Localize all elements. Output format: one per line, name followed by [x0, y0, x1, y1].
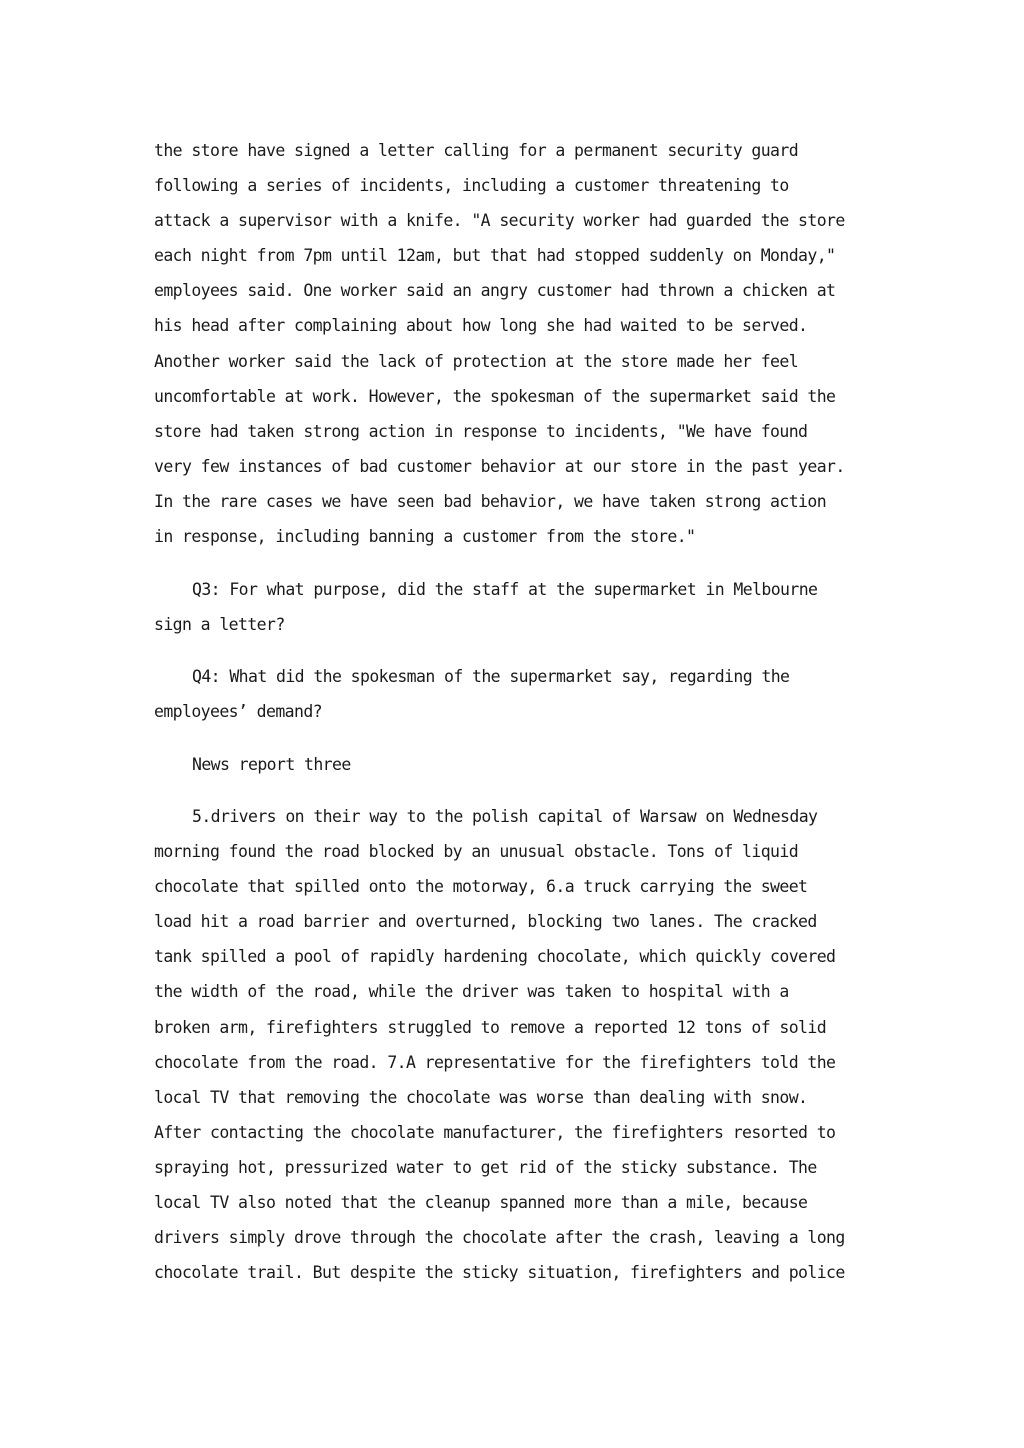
text-line: Another worker said the lack of protection at the store made her feel [154, 351, 799, 371]
question-line: Q3: For what purpose, did the staff at the supermarket in Melbourne [192, 580, 818, 599]
text-line: employees said. One worker said an angry customer had thrown a chicken at [154, 281, 836, 301]
text-line: the store have signed a letter calling for a permanent security guard [154, 141, 799, 160]
text-line: local TV that removing the chocolate was worse than dealing with snow. [154, 1087, 808, 1107]
news-report-two-paragraph [154, 133, 884, 554]
text-line: tank spilled a pool of rapidly hardening chocolate, which quickly covered [154, 947, 836, 967]
text-line: chocolate trail. But despite the sticky situation, firefighters and police [154, 1263, 845, 1283]
text-line: following a series of incidents, including a customer threatening to [154, 176, 789, 196]
question-line: Q4: What did the spokesman of the supermarket say, regarding the [192, 667, 790, 686]
text-line: in response, including banning a customer from the store." [154, 527, 696, 547]
text-line: attack a supervisor with a knife. "A security worker had guarded the store [154, 211, 845, 231]
text-line: the width of the road, while the driver was taken to hospital with a [154, 982, 789, 1002]
text-line: In the rare cases we have seen bad behavior, we have taken strong action [154, 491, 827, 511]
text-line: each night from 7pm until 12am, but that had stopped suddenly on Monday," [154, 246, 836, 266]
text-line: load hit a road barrier and overturned, blocking two lanes. The cracked [154, 912, 817, 932]
text-line: spraying hot, pressurized water to get rid of the sticky substance. The [154, 1157, 817, 1177]
text-line: chocolate that spilled onto the motorway, 6.a truck carrying the sweet [154, 877, 808, 897]
section-heading [154, 747, 884, 782]
text-line: store had taken strong action in response to incidents, "We have found [154, 421, 808, 441]
text-line: very few instances of bad customer behavior at our store in the past year. [154, 456, 845, 476]
text-line: After contacting the chocolate manufacturer, the firefighters resorted to [154, 1122, 836, 1142]
news-report-three-paragraph [154, 799, 884, 1290]
question-line: sign a letter? [154, 615, 285, 635]
text-line: uncomfortable at work. However, the spokesman of the supermarket said the [154, 386, 836, 406]
text-line: drivers simply drove through the chocolate after the crash, leaving a long [154, 1228, 845, 1248]
text-line: morning found the road blocked by an unusual obstacle. Tons of liquid [154, 842, 799, 862]
text-line: his head after complaining about how long she had waited to be served. [154, 316, 808, 336]
heading-text: News report three [192, 755, 351, 774]
text-line: broken arm, firefighters struggled to remove a reported 12 tons of solid [154, 1017, 827, 1037]
question-4 [154, 659, 884, 729]
question-line: employees’ demand? [154, 702, 323, 722]
text-line: chocolate from the road. 7.A representative for the firefighters told the [154, 1052, 836, 1072]
text-line: 5.drivers on their way to the polish capital of Warsaw on Wednesday [192, 807, 818, 826]
question-3 [154, 572, 884, 642]
text-line: local TV also noted that the cleanup spanned more than a mile, because [154, 1193, 808, 1213]
